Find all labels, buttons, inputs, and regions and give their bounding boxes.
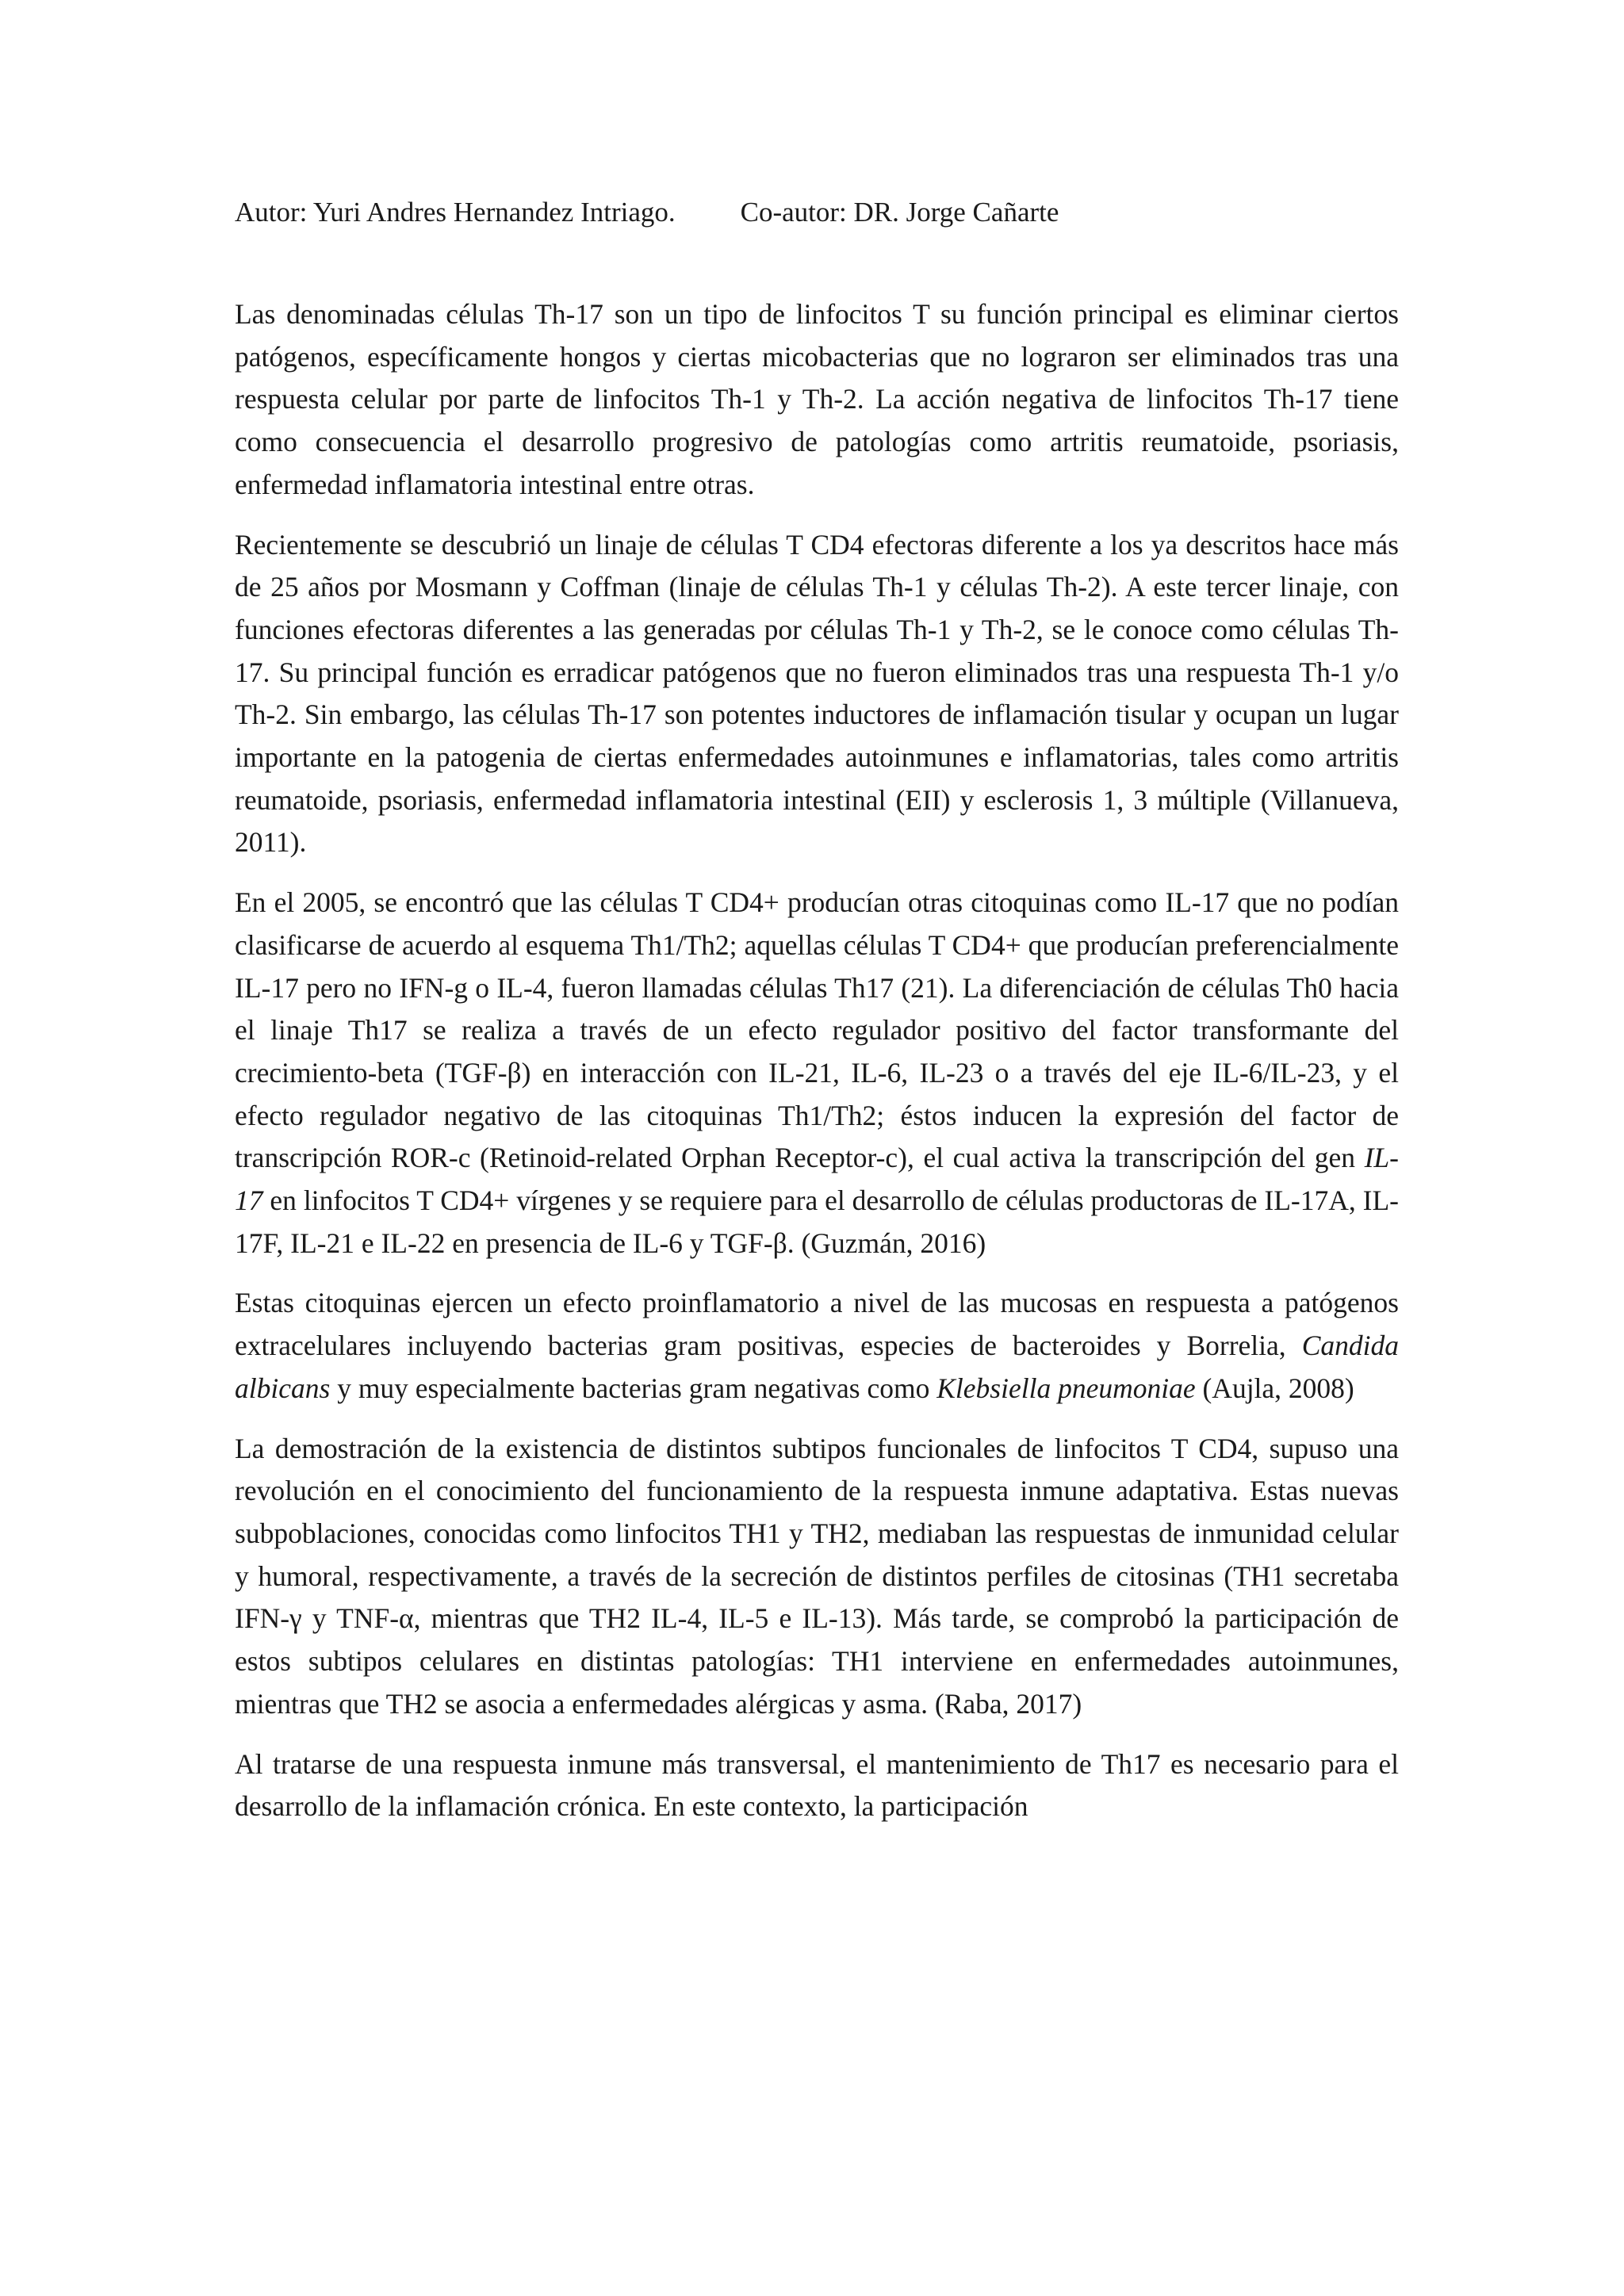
paragraph-th1-th2-subtypes: La demostración de la existencia de distintos subtipos funcionales de linfocitos T CD4, supuso una revolución en el conocimiento del funcionamiento de la respuesta inmune adaptativa. Estas nuevas subpoblaciones, conocidas como linfocitos TH1 y TH2, mediaban las respuestas de inmunidad celular y humoral, respectivamente, a través de la secreción de distintos perfiles de citosinas (TH1 secretaba IFN-γ y TNF-α, mientras que TH2 IL-4, IL-5 e IL-13). Más tarde, se comprobó la participación de estos subtipos celulares en distintas patologías: TH1 interviene en enfermedades autoinmunes, mientras que TH2 se asocia a enfermedades alérgicas y asma. (Raba, 2017)	[235, 1432, 1399, 1720]
paragraph-cytokine-effects	[235, 1282, 1399, 1410]
document-body	[235, 293, 1399, 1846]
species-name-italic: Klebsiella pneumoniae	[936, 1372, 1196, 1404]
author-name: Autor: Yuri Andres Hernandez Intriago.	[235, 197, 676, 228]
author-line	[235, 195, 1059, 230]
text-run: (Aujla, 2008)	[1195, 1372, 1354, 1404]
paragraph-th17-lineage: Recientemente se descubrió un linaje de células T CD4 efectoras diferente a los ya descritos hace más de 25 años por Mosmann y Coffman (linaje de células Th-1 y células Th-2). A este tercer linaje, con funciones efectoras diferentes a las generadas por células Th-1 y Th-2, se le conoce como células Th-17. Su principal función es erradicar patógenos que no fueron eliminados tras una respuesta Th-1 y/o Th-2. Sin embargo, las células Th-17 son potentes inductores de inflamación tisular y ocupan un lugar importante en la patogenia de ciertas enfermedades autoinmunes e inflamatorias, tales como artritis reumatoide, psoriasis, enfermedad inflamatoria intestinal (EII) y esclerosis 1, 3 múltiple (Villanueva, 2011).	[235, 528, 1399, 859]
paragraph-th17-differentiation	[235, 882, 1399, 1265]
species-name-italic: Candida albicans	[235, 1330, 1399, 1404]
coauthor-name: Co-autor: DR. Jorge Cañarte	[740, 197, 1059, 228]
paragraph-chronic-inflammation: Al tratarse de una respuesta inmune más transversal, el mantenimiento de Th17 es necesario para el desarrollo de la inflamación crónica. En este contexto, la participación	[235, 1747, 1399, 1823]
text-run: en linfocitos T CD4+ vírgenes y se requiere para el desarrollo de células productoras de IL-17A, IL-17F, IL-21 e IL-22 en presencia de IL-6 y TGF-β. (Guzmán, 2016)	[235, 1184, 1399, 1259]
text-run: Estas citoquinas ejercen un efecto proinflamatorio a nivel de las mucosas en respuesta a patógenos extracelulares incluyendo bacterias gram positivas, especies de bacteroides y Borrelia,	[235, 1287, 1399, 1362]
paragraph-th17-intro: Las denominadas células Th-17 son un tipo de linfocitos T su función principal es eliminar ciertos patógenos, específicamente hongos y ciertas micobacterias que no lograron ser eliminados tras una respuesta celular por parte de linfocitos Th-1 y Th-2. La acción negativa de linfocitos Th-17 tiene como consecuencia el desarrollo progresivo de patologías como artritis reumatoide, psoriasis, enfermedad inflamatoria intestinal entre otras.	[235, 298, 1399, 500]
text-run: y muy especialmente bacterias gram negativas como	[330, 1372, 937, 1404]
text-run: En el 2005, se encontró que las células T CD4+ producían otras citoquinas como IL-17 que no podían clasificarse de acuerdo al esquema Th1/Th2; aquellas células T CD4+ que producían preferencialmente IL-17 pero no IFN-g o IL-4, fueron llamadas células Th17 (21). La diferenciación de células Th0 hacia el linaje Th17 se realiza a través de un efecto regulador positivo del factor transformante del crecimiento-beta (TGF-β) en interacción con IL-21, IL-6, IL-23 o a través del eje IL-6/IL-23, y el efecto regulador negativo de las citoquinas Th1/Th2; éstos inducen la expresión del factor de transcripción ROR-c (Retinoid-related Orphan Receptor-c), el cual activa la transcripción del gen	[235, 886, 1399, 1174]
gene-name-italic: IL-17	[235, 1142, 1399, 1217]
